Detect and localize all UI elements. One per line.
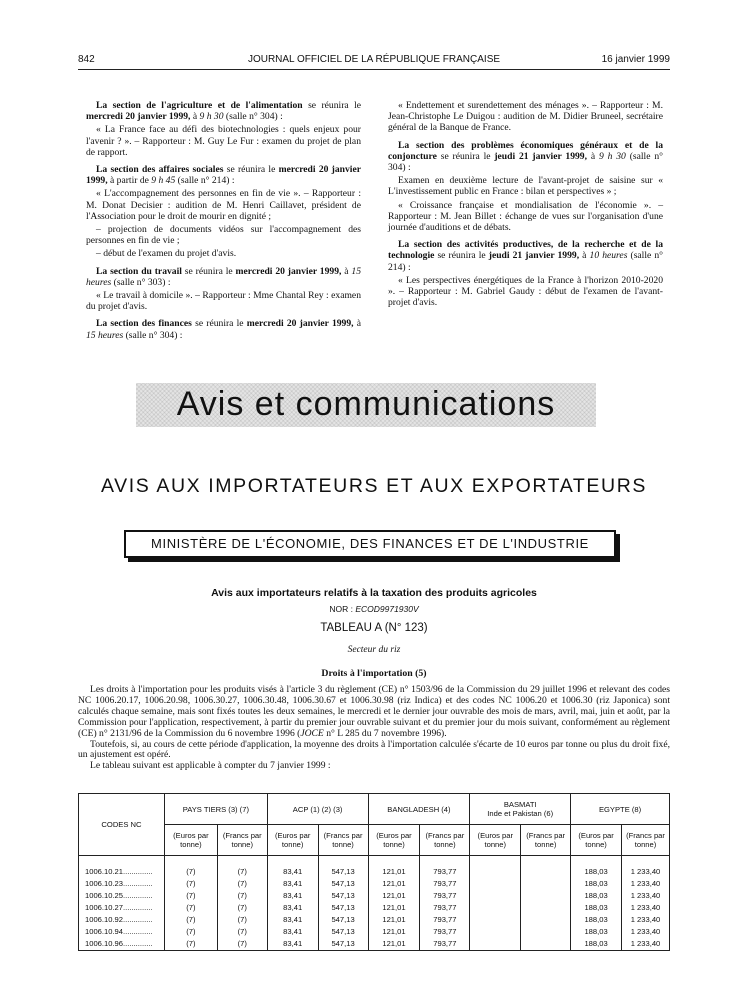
table-row: [79, 902, 670, 914]
column-paragraph: La section des finances se réunira le mercredi 20 janvier 1999, à 15 heures (salle n° 304) :: [86, 318, 361, 341]
rate-cell: 83,41: [267, 878, 318, 890]
group-name: EGYPTE (8): [598, 804, 642, 814]
rate-cell: [521, 926, 571, 938]
rate-cell: [470, 914, 521, 926]
rate-cell: 1 233,40: [622, 926, 670, 938]
rate-cell: 83,41: [267, 902, 318, 914]
unit-francs-header: (Francs par tonne): [622, 825, 670, 856]
page-number: 842: [78, 54, 95, 65]
rate-cell: [521, 890, 571, 902]
section-name: La section des finances: [96, 318, 192, 330]
rate-cell: [470, 926, 521, 938]
group-name: PAYS TIERS (3) (7): [182, 804, 249, 814]
nc-code: 1006.10.96: [85, 939, 124, 948]
rate-cell: 188,03: [571, 878, 622, 890]
nc-code-cell: [79, 890, 165, 902]
spacer-cell: [368, 856, 420, 867]
tableau-title: TABLEAU A (N° 123): [320, 622, 428, 634]
nc-code-cell: [79, 938, 165, 951]
rate-cell: [470, 890, 521, 902]
meeting-date: mercredi 20 janvier 1999,: [235, 265, 342, 277]
section-name: La section des activités productives, de la recherche et de la technologie: [388, 239, 663, 262]
table-row: [79, 866, 670, 878]
section-banner: [136, 383, 596, 427]
meeting-date: mercredi 20 janvier 1999,: [86, 111, 191, 123]
spacer-cell: [622, 856, 670, 867]
rate-cell: 121,01: [368, 878, 420, 890]
leader-dots: ..............: [123, 879, 153, 888]
rate-cell: [470, 878, 521, 890]
rate-cell: (7): [217, 914, 267, 926]
notice-body: [78, 685, 670, 772]
meeting-time: 15 heures: [86, 329, 124, 341]
rates-table: [78, 793, 670, 951]
spacer-cell: [217, 856, 267, 867]
rate-cell: (7): [164, 926, 217, 938]
table-header-row: [79, 794, 670, 825]
nc-code: 1006.10.21: [85, 867, 124, 876]
rate-cell: 121,01: [368, 938, 420, 951]
right-column: [388, 100, 663, 310]
rate-cell: 188,03: [571, 938, 622, 951]
nc-code-cell: [79, 914, 165, 926]
country-group-header: [164, 794, 267, 825]
joce-abbrev: JOCE: [300, 727, 324, 739]
rate-cell: [521, 866, 571, 878]
rate-cell: 793,77: [420, 926, 470, 938]
rate-cell: (7): [164, 914, 217, 926]
spacer-cell: [521, 856, 571, 867]
nc-code: 1006.10.27: [85, 903, 124, 912]
rate-cell: 793,77: [420, 866, 470, 878]
section-title: AVIS AUX IMPORTATEURS ET AUX EXPORTATEURS: [101, 475, 647, 497]
journal-title: JOURNAL OFFICIEL DE LA RÉPUBLIQUE FRANÇAISE: [247, 54, 501, 65]
table-spacer-row: [79, 856, 670, 867]
unit-euros-header: (Euros par tonne): [267, 825, 318, 856]
body-paragraph: Le tableau suivant est applicable à compter du 7 janvier 1999 :: [90, 760, 331, 772]
page-header: [78, 52, 670, 68]
nc-code-cell: [79, 926, 165, 938]
rate-cell: 83,41: [267, 926, 318, 938]
rate-cell: 547,13: [318, 926, 368, 938]
nor-label: NOR :: [329, 604, 356, 614]
droits-heading: Droits à l'importation (5): [321, 668, 427, 679]
rate-cell: (7): [164, 878, 217, 890]
rate-cell: 121,01: [368, 890, 420, 902]
rate-cell: (7): [164, 902, 217, 914]
notice-title: Avis aux importateurs relatifs à la taxation des produits agricoles: [211, 587, 537, 599]
meeting-time: 9 h 30: [199, 111, 224, 123]
meeting-time: 15 heures: [86, 265, 361, 288]
rate-cell: (7): [164, 938, 217, 951]
unit-euros-header: (Euros par tonne): [164, 825, 217, 856]
spacer-cell: [420, 856, 470, 867]
rate-cell: [470, 902, 521, 914]
unit-euros-header: (Euros par tonne): [368, 825, 420, 856]
column-paragraph: « L'accompagnement des personnes en fin de vie ». – Rapporteur : M. Donat Decisier : audition de M. Henri Caillavet, président de l'Association pour le droit de mourir en dignité ;: [86, 188, 361, 222]
leader-dots: ..............: [123, 927, 153, 936]
country-group-header: [470, 794, 571, 825]
leader-dots: ..............: [123, 903, 153, 912]
rate-cell: [521, 902, 571, 914]
rate-cell: 547,13: [318, 890, 368, 902]
nc-code: 1006.10.25: [85, 891, 124, 900]
rate-cell: 547,13: [318, 914, 368, 926]
section-name: La section des problèmes économiques généraux et de la conjoncture: [388, 139, 663, 162]
unit-euros-header: (Euros par tonne): [470, 825, 521, 856]
country-group-header: [368, 794, 470, 825]
column-paragraph: La section des affaires sociales se réunira le mercredi 20 janvier 1999, à partir de 9 h 45 (salle n° 214) :: [86, 164, 361, 187]
ministry-box: [124, 530, 616, 558]
spacer-cell: [470, 856, 521, 867]
spacer-cell: [164, 856, 217, 867]
table-row: [79, 914, 670, 926]
rate-cell: (7): [217, 926, 267, 938]
leader-dots: ..............: [123, 891, 153, 900]
codes-nc-header: CODES NC: [79, 794, 165, 856]
country-group-header: [267, 794, 368, 825]
rate-cell: [521, 914, 571, 926]
meeting-date: mercredi 20 janvier 1999,: [246, 318, 354, 330]
rate-cell: 793,77: [420, 878, 470, 890]
rate-cell: [470, 938, 521, 951]
unit-francs-header: (Francs par tonne): [420, 825, 470, 856]
meeting-date: mercredi 20 janvier 1999,: [86, 164, 361, 187]
rate-cell: (7): [164, 890, 217, 902]
ministry-title: MINISTÈRE DE L'ÉCONOMIE, DES FINANCES ET DE L'INDUSTRIE: [151, 536, 589, 551]
rate-cell: 1 233,40: [622, 866, 670, 878]
rate-cell: 793,77: [420, 914, 470, 926]
table-unit-row: [79, 825, 670, 856]
nc-code-cell: [79, 878, 165, 890]
rate-cell: (7): [217, 938, 267, 951]
rate-cell: 547,13: [318, 866, 368, 878]
table-row: [79, 938, 670, 951]
rate-cell: 1 233,40: [622, 902, 670, 914]
unit-francs-header: (Francs par tonne): [217, 825, 267, 856]
rate-cell: [521, 938, 571, 951]
rate-cell: (7): [217, 866, 267, 878]
group-subname: Inde et Pakistan (6): [487, 809, 554, 818]
body-paragraph: [78, 685, 670, 740]
nc-code: 1006.10.23: [85, 879, 124, 888]
column-paragraph: Examen en deuxième lecture de l'avant-projet de saisine sur « L'investissement public en France : bilan et perspectives » ;: [388, 175, 663, 198]
leader-dots: ..............: [123, 939, 153, 948]
rate-cell: 188,03: [571, 890, 622, 902]
spacer-cell: [571, 856, 622, 867]
rate-cell: 547,13: [318, 878, 368, 890]
nor-reference: [78, 604, 670, 614]
table-row: [79, 926, 670, 938]
nc-code: 1006.10.92: [85, 915, 124, 924]
column-paragraph: La section des problèmes économiques généraux et de la conjoncture se réunira le jeudi 21 janvier 1999, à 9 h 30 (salle n° 304) :: [388, 139, 663, 174]
column-paragraph: « Endettement et surendettement des ménages ». – Rapporteur : M. Jean-Christophe Le Duigou : audition de M. Didier Bruneel, secrétaire général de la Banque de France.: [388, 100, 663, 134]
left-column: [86, 100, 361, 343]
leader-dots: ..............: [123, 915, 153, 924]
spacer-cell: [318, 856, 368, 867]
column-paragraph: – projection de documents vidéos sur l'accompagnement des personnes en fin de vie ;: [86, 224, 361, 247]
column-paragraph: « Croissance française et mondialisation de l'économie ». – Rapporteur : M. Jean Billet : échange de vues sur l'organisation d'une journée d'auditions et de débats.: [388, 199, 663, 234]
banner-title: Avis et communications: [176, 385, 556, 423]
header-rule: [78, 69, 670, 70]
rate-cell: 793,77: [420, 890, 470, 902]
rate-cell: 1 233,40: [622, 878, 670, 890]
rate-cell: 83,41: [267, 866, 318, 878]
rate-cell: (7): [164, 866, 217, 878]
nor-code: ECOD9971930V: [355, 604, 419, 614]
rate-cell: 121,01: [368, 902, 420, 914]
table-row: [79, 890, 670, 902]
unit-euros-header: (Euros par tonne): [571, 825, 622, 856]
spacer-cell: [267, 856, 318, 867]
rate-cell: (7): [217, 902, 267, 914]
secteur-label: Secteur du riz: [347, 645, 401, 655]
column-paragraph: « La France face au défi des biotechnologies : quels enjeux pour l'avenir ? ». – Rapporteur : M. Guy Le Fur : examen du projet de plan de rapport.: [86, 124, 361, 158]
rate-cell: 1 233,40: [622, 938, 670, 951]
rate-cell: 547,13: [318, 938, 368, 951]
body-paragraph: Toutefois, si, au cours de cette période d'application, la moyenne des droits à l'importation calculée s'écarte de 10 euros par tonne ou plus du droit fixé, un ajustement est opéré.: [78, 738, 670, 761]
column-paragraph: La section du travail se réunira le mercredi 20 janvier 1999, à 15 heures (salle n° 303) :: [86, 265, 361, 288]
rate-cell: 1 233,40: [622, 914, 670, 926]
country-group-header: [571, 794, 670, 825]
issue-date: 16 janvier 1999: [601, 54, 670, 65]
spacer-cell: [79, 856, 165, 867]
section-name: La section du travail: [96, 265, 182, 277]
rate-cell: [521, 878, 571, 890]
rate-cell: 188,03: [571, 926, 622, 938]
nc-code: 1006.10.94: [85, 927, 124, 936]
rate-cell: 547,13: [318, 902, 368, 914]
rate-cell: 793,77: [420, 938, 470, 951]
rate-cell: 121,01: [368, 866, 420, 878]
nc-code-cell: [79, 866, 165, 878]
rate-cell: (7): [217, 890, 267, 902]
rate-cell: 121,01: [368, 914, 420, 926]
column-paragraph: « Le travail à domicile ». – Rapporteur : Mme Chantal Rey : examen du projet d'avis.: [86, 290, 361, 313]
rate-cell: 188,03: [571, 914, 622, 926]
meeting-date: jeudi 21 janvier 1999,: [494, 150, 587, 162]
column-paragraph: La section de l'agriculture et de l'alimentation se réunira le mercredi 20 janvier 1999, à 9 h 30 (salle n° 304) :: [86, 100, 361, 123]
rate-cell: 83,41: [267, 890, 318, 902]
rate-cell: 188,03: [571, 866, 622, 878]
rate-cell: 83,41: [267, 914, 318, 926]
rate-cell: 83,41: [267, 938, 318, 951]
rate-cell: (7): [217, 878, 267, 890]
rate-cell: 1 233,40: [622, 890, 670, 902]
column-paragraph: – début de l'examen du projet d'avis.: [96, 248, 237, 260]
meeting-date: jeudi 21 janvier 1999,: [488, 250, 580, 262]
table-row: [79, 878, 670, 890]
column-paragraph: « Les perspectives énergétiques de la France à l'horizon 2010-2020 ». – Rapporteur : M. Gabriel Gaudy : début de l'examen de l'avant-projet d'avis.: [388, 274, 663, 309]
rate-cell: 188,03: [571, 902, 622, 914]
rate-cell: [470, 866, 521, 878]
leader-dots: ..............: [123, 867, 153, 876]
unit-francs-header: (Francs par tonne): [521, 825, 571, 856]
unit-francs-header: (Francs par tonne): [318, 825, 368, 856]
section-name: La section de l'agriculture et de l'alimentation: [96, 100, 303, 111]
rate-cell: 793,77: [420, 902, 470, 914]
nc-code-cell: [79, 902, 165, 914]
group-name: ACP (1) (2) (3): [292, 804, 343, 814]
group-name: BANGLADESH (4): [387, 804, 451, 814]
body-text-part: n° L 285 du 7 novembre 1996).: [323, 727, 447, 739]
meeting-time: 10 heures: [589, 250, 628, 262]
column-paragraph: La section des activités productives, de la recherche et de la technologie se réunira le jeudi 21 janvier 1999, à 10 heures (salle n° 214) :: [388, 239, 663, 273]
group-name: BASMATI: [503, 800, 537, 809]
meeting-time: 9 h 30: [598, 150, 626, 162]
section-name: La section des affaires sociales: [96, 164, 224, 176]
body-text-part: Les droits à l'importation pour les produits visés à l'article 3 du règlement (CE) n° 1503/96 de la Commission du 29 juillet 1996 et relevant des codes NC 1006.20.17, 1006.20.98, 1006.30.27, 1006.30.48, 1006.30.67 et 1006.30.98 (riz Indica) et des codes NC 1006.20 et 1006.30 (riz Japonica) sont calculés chaque semaine, mais sont fixés toutes les deux semaines, le mercredi et le dernier jour ouvrable des mois de mars, avril, mai, juin et août, par la Commission pour l'application, respectivement, à partir du premier jour ouvrable suivant et du premier jour du mois suivant, conformément au règlement (CE) n° 2131/96 de la Commission du 6 novembre 1996 (: [78, 684, 670, 739]
meeting-time: 9 h 45: [151, 175, 176, 187]
rate-cell: 121,01: [368, 926, 420, 938]
